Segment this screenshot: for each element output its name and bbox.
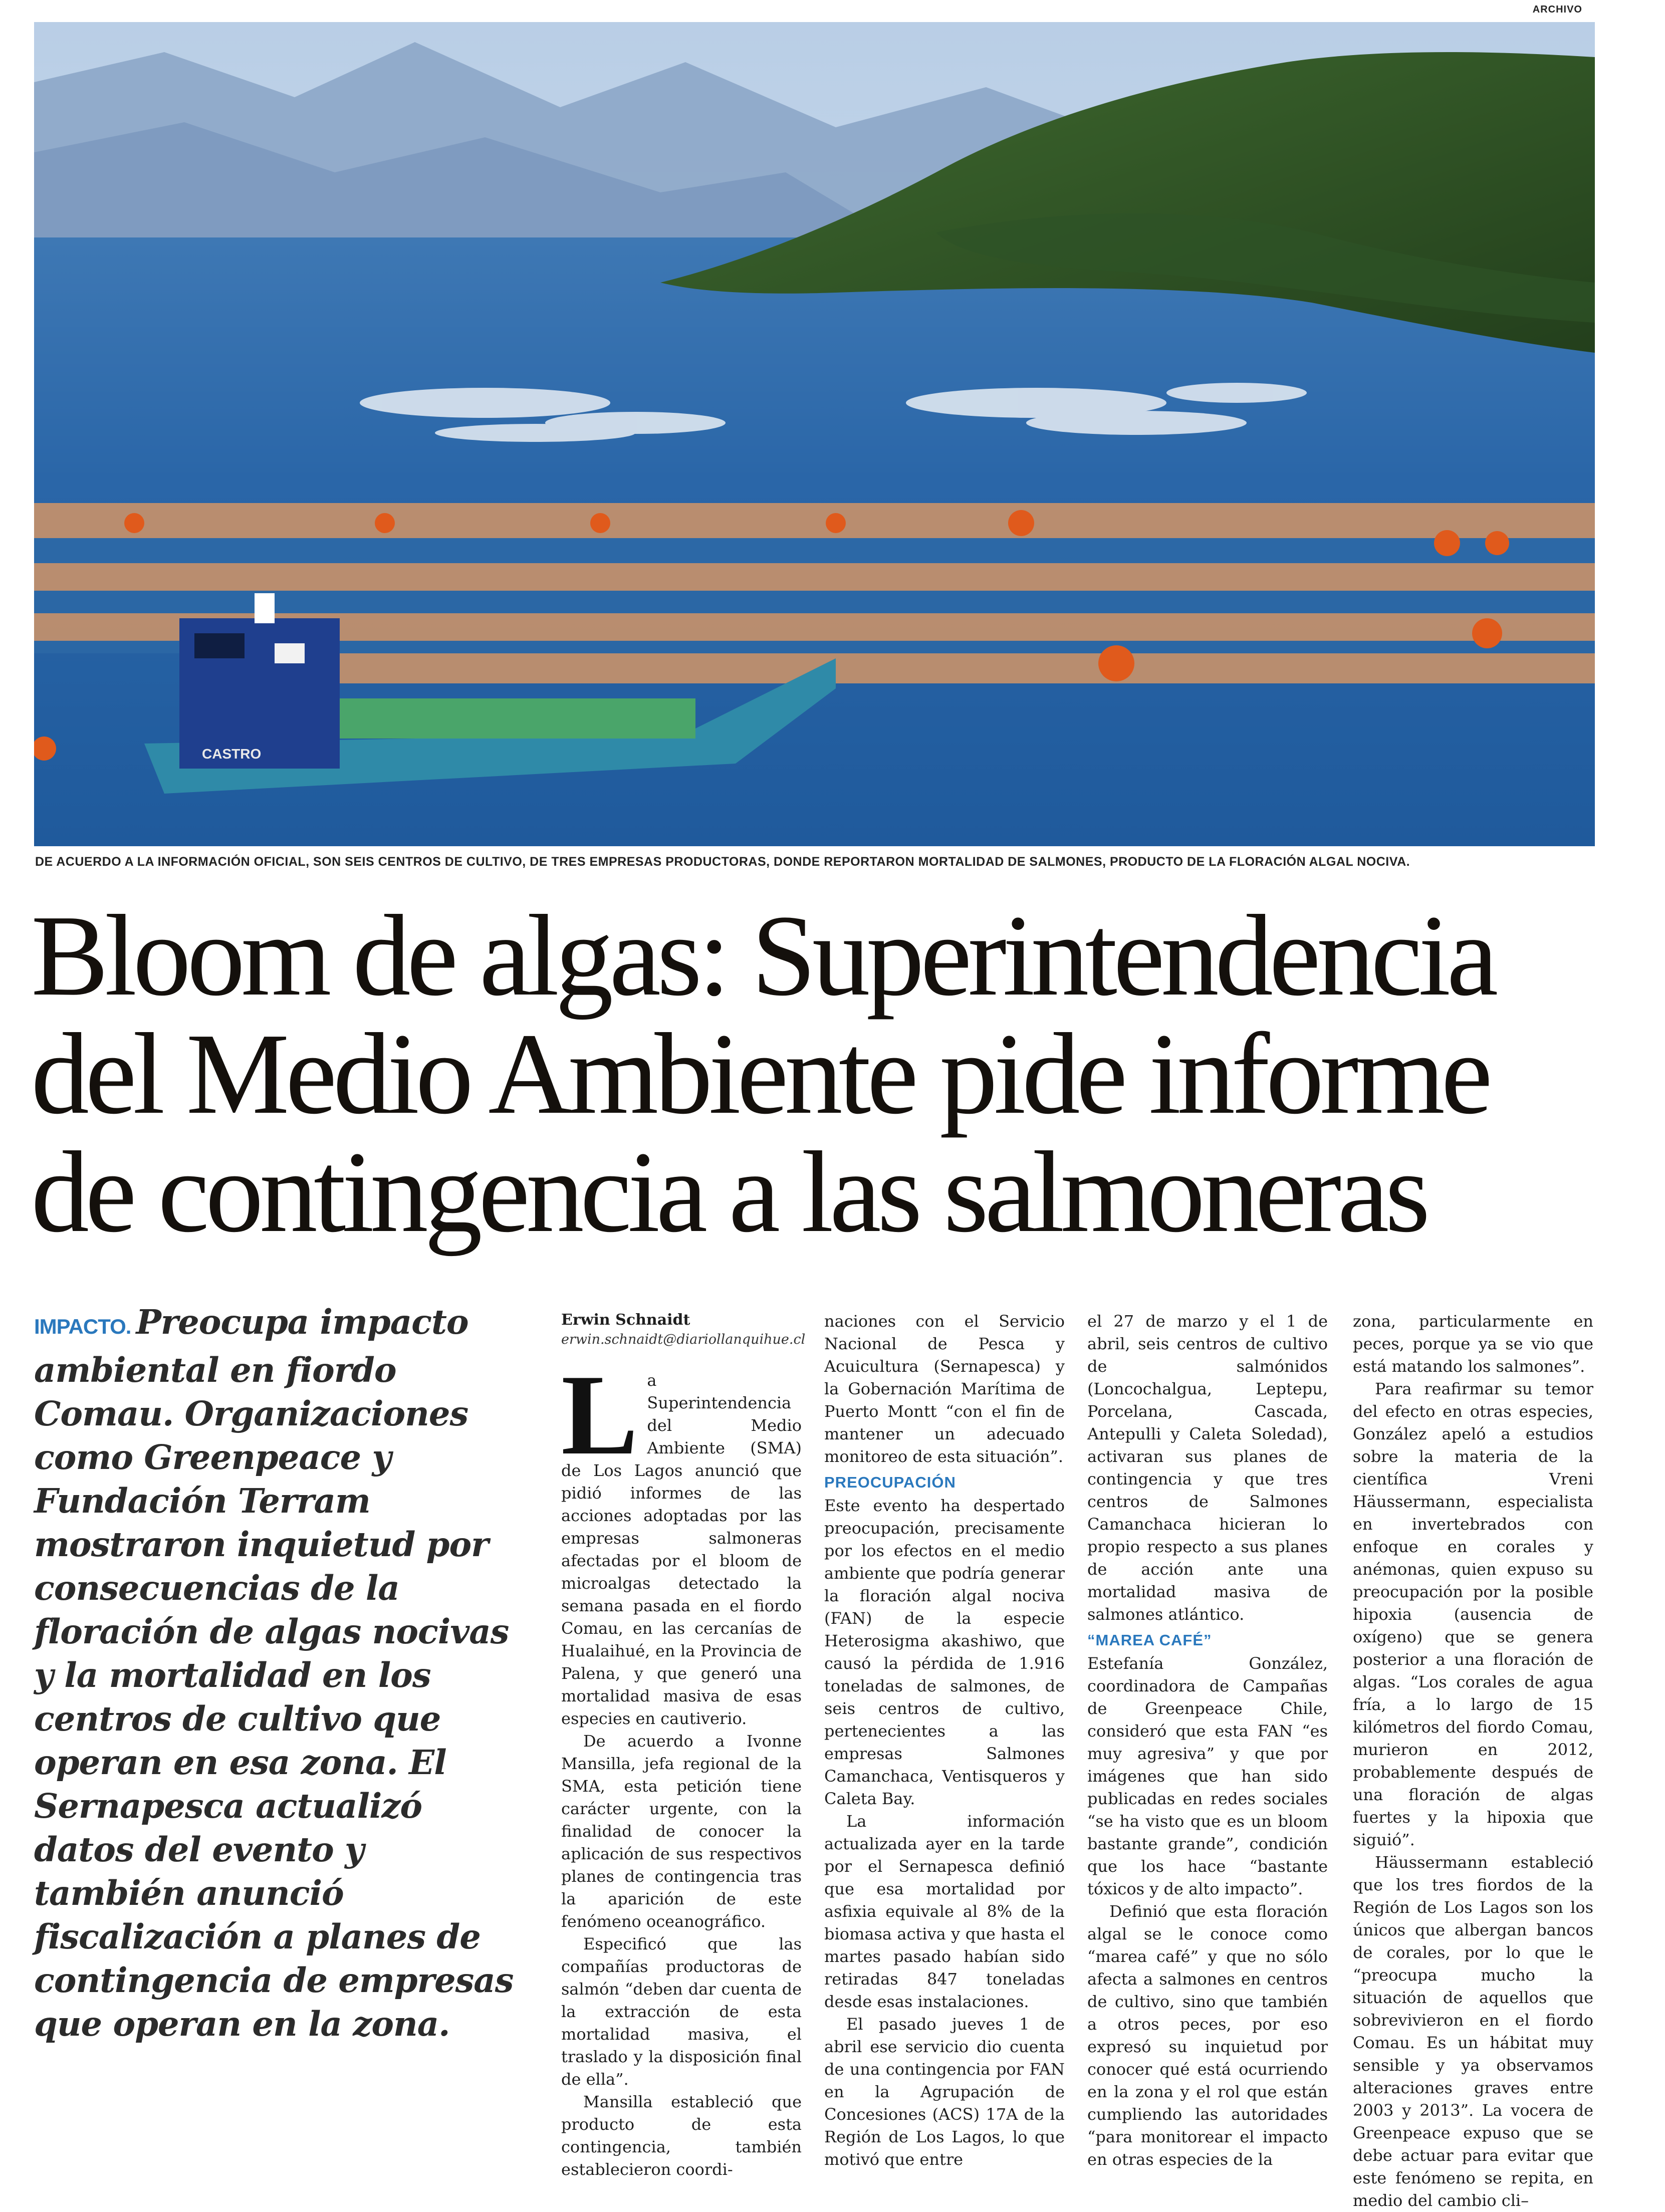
photo-caption: DE ACUERDO A LA INFORMACIÓN OFICIAL, SON SEIS CENTROS DE CULTIVO, DE TRES EMPRESAS PRODUCTORAS, DONDE REPORTARON MORTALIDAD DE SALMONES, PRODUCTO DE LA FLORACIÓN ALGAL NOCIVA.	[35, 855, 1410, 869]
paragraph: La Superintendencia del Medio Ambiente (SMA) de Los Lagos anunció que pidió informes de las acciones adoptadas por las empresas salmoneras afectadas por el bloom de microalgas detectado la semana pasada en el fiordo Comau, en las cercanías de Hualaihué, en la Provincia de Palena, y que generó una mortalidad masiva de esas especies en cautiverio.	[561, 1351, 802, 1728]
column-4	[1353, 1310, 1593, 2212]
paragraph: Especificó que las compañías productoras de salmón “deben dar cuenta de la extracción de esta mortalidad masiva, el traslado y la disposición final de ella”.	[561, 1934, 802, 2089]
column-1	[561, 1310, 806, 2181]
paragraph: naciones con el Servicio Nacional de Pesca y Acuicultura (Sernapesca) y la Gobernación Marítima de Puerto Montt “con el fin de mantener un adecuado monitoreo de esta situación”.	[824, 1312, 1065, 1466]
boat-name: CASTRO	[202, 746, 262, 762]
paragraph: El pasado jueves 1 de abril ese servicio dio cuenta de una contingencia por FAN en la Agrupación de Concesiones (ACS) 17A de la Región de Los Lagos, lo que motivó que entre	[824, 2015, 1065, 2169]
paragraph: La información actualizada ayer en la tarde por el Sernapesca definió que esa mortalidad por asfixia equivale al 8% de la biomasa activa y que hasta el martes pasado habían sido retiradas 847 toneladas desde esas instalaciones.	[824, 1812, 1065, 2011]
byline-email: erwin.schnaidt@diariollanquihue.cl	[561, 1332, 806, 1347]
headline-line-2: del Medio Ambiente pide informe	[31, 1010, 1489, 1138]
lead-summary	[34, 1300, 525, 2046]
paragraph: Mansilla estableció que producto de esta contingencia, también establecieron coordi-	[561, 2092, 802, 2179]
paragraph: Este evento ha despertado preocupación, precisamente por los efectos en el medio ambiente que podría generar la floración algal nociva (FAN) de la especie Heterosigma akashiwo, que causó la pérdida de 1.916 toneladas de salmones, de seis centros de cultivo, pertenecientes a las empresas Salmones Camanchaca, Ventisqueros y Caleta Bay.	[824, 1496, 1065, 1808]
photo-credit: ARCHIVO	[1532, 4, 1582, 15]
paragraph: Definió que esta floración algal se le conoce como “marea café” y que no sólo afecta a salmones en centros de cultivo, sino que también a otros peces, por eso expresó su inquietud por conocer qué está ocurriendo en la zona y el rol que están cumpliendo las autoridades “para monitorear el impacto en otras especies de la	[1087, 1902, 1328, 2169]
column-3	[1087, 1310, 1328, 2171]
article-photo	[34, 22, 1595, 846]
paragraph: Para reafirmar su temor del efecto en otras especies, González apeló a estudios sobre la materia de la científica Vreni Häussermann, especialista en invertebrados con enfoque en corales y anémonas, quien expuso su preocupación por la posible hipoxia (ausencia de oxígeno) que se genera posterior a una floración de algas. “Los corales de agua fría, a lo largo de 15 kilómetros del fiordo Comau, murieron en 2012, probablemente después de una floración de algas fuertes y la hipoxia que siguió”.	[1353, 1379, 1593, 1849]
lead-text: Preocupa impacto ambiental en fiordo Comau. Organizaciones como Greenpeace y Fundación Terram mostraron inquietud por consecuencias de la floración de algas nocivas y la mortalidad en los centros de cultivo que operan en esa zona. El Sernapesca actualizó datos del evento y también anunció fiscalización a planes de contingencia de empresas que operan en la zona.	[34, 1302, 514, 2044]
subhead-marea-cafe: “MAREA CAFÉ”	[1087, 1631, 1212, 1649]
byline-author: Erwin Schnaidt	[561, 1311, 690, 1329]
drop-cap: L	[561, 1351, 638, 1479]
paragraph: Estefanía González, coordinadora de Campañas de Greenpeace Chile, consideró que esta FAN “es muy agresiva” y que por imágenes que han sido publicadas en redes sociales “se ha visto que es un bloom bastante grande”, condición que los hace “bastante tóxicos y de alto impacto”.	[1087, 1654, 1328, 1898]
subhead-preocupacion: PREOCUPACIÓN	[824, 1473, 956, 1491]
headline-line-1: Bloom de algas: Superintendencia	[31, 891, 1495, 1020]
salmon-farm-illustration	[34, 22, 1595, 846]
paragraph: el 27 de marzo y el 1 de abril, seis centros de cultivo de salmónidos (Loncochalgua, Leptepu, Porcelana, Cascada, Antepulli y Caleta Soledad), activaran sus planes de contingencia y que tres centros de Salmones Camanchaca hicieran lo propio respecto a sus planes de acción ante una mortalidad masiva de salmones atlántico.	[1087, 1312, 1328, 1624]
paragraph: De acuerdo a Ivonne Mansilla, jefa regional de la SMA, esta petición tiene carácter urgente, con la finalidad de conocer la aplicación de sus respectivos planes de contingencia tras la aparición de este fenómeno oceanográfico.	[561, 1732, 802, 1931]
paragraph: zona, particularmente en peces, porque ya se vio que está matando los salmones”.	[1353, 1312, 1593, 1376]
headline	[31, 891, 1634, 1257]
lead-kicker: IMPACTO.	[34, 1315, 131, 1338]
headline-line-3: de contingencia a las salmoneras	[31, 1128, 1426, 1257]
paragraph: Häussermann estableció que los tres fiordos de la Región de Los Lagos son los únicos que albergan bancos de corales, por lo que le “preocupa mucho la situación de aquellos que sobrevivieron en el fiordo Comau. Es un hábitat muy sensible y ya observamos alteraciones graves entre 2003 y 2013”. La vocera de Greenpeace expuso que se debe actuar para evitar que este fenómeno se repita, en medio del cambio cli–	[1353, 1853, 1593, 2210]
column-2	[824, 1310, 1065, 2171]
